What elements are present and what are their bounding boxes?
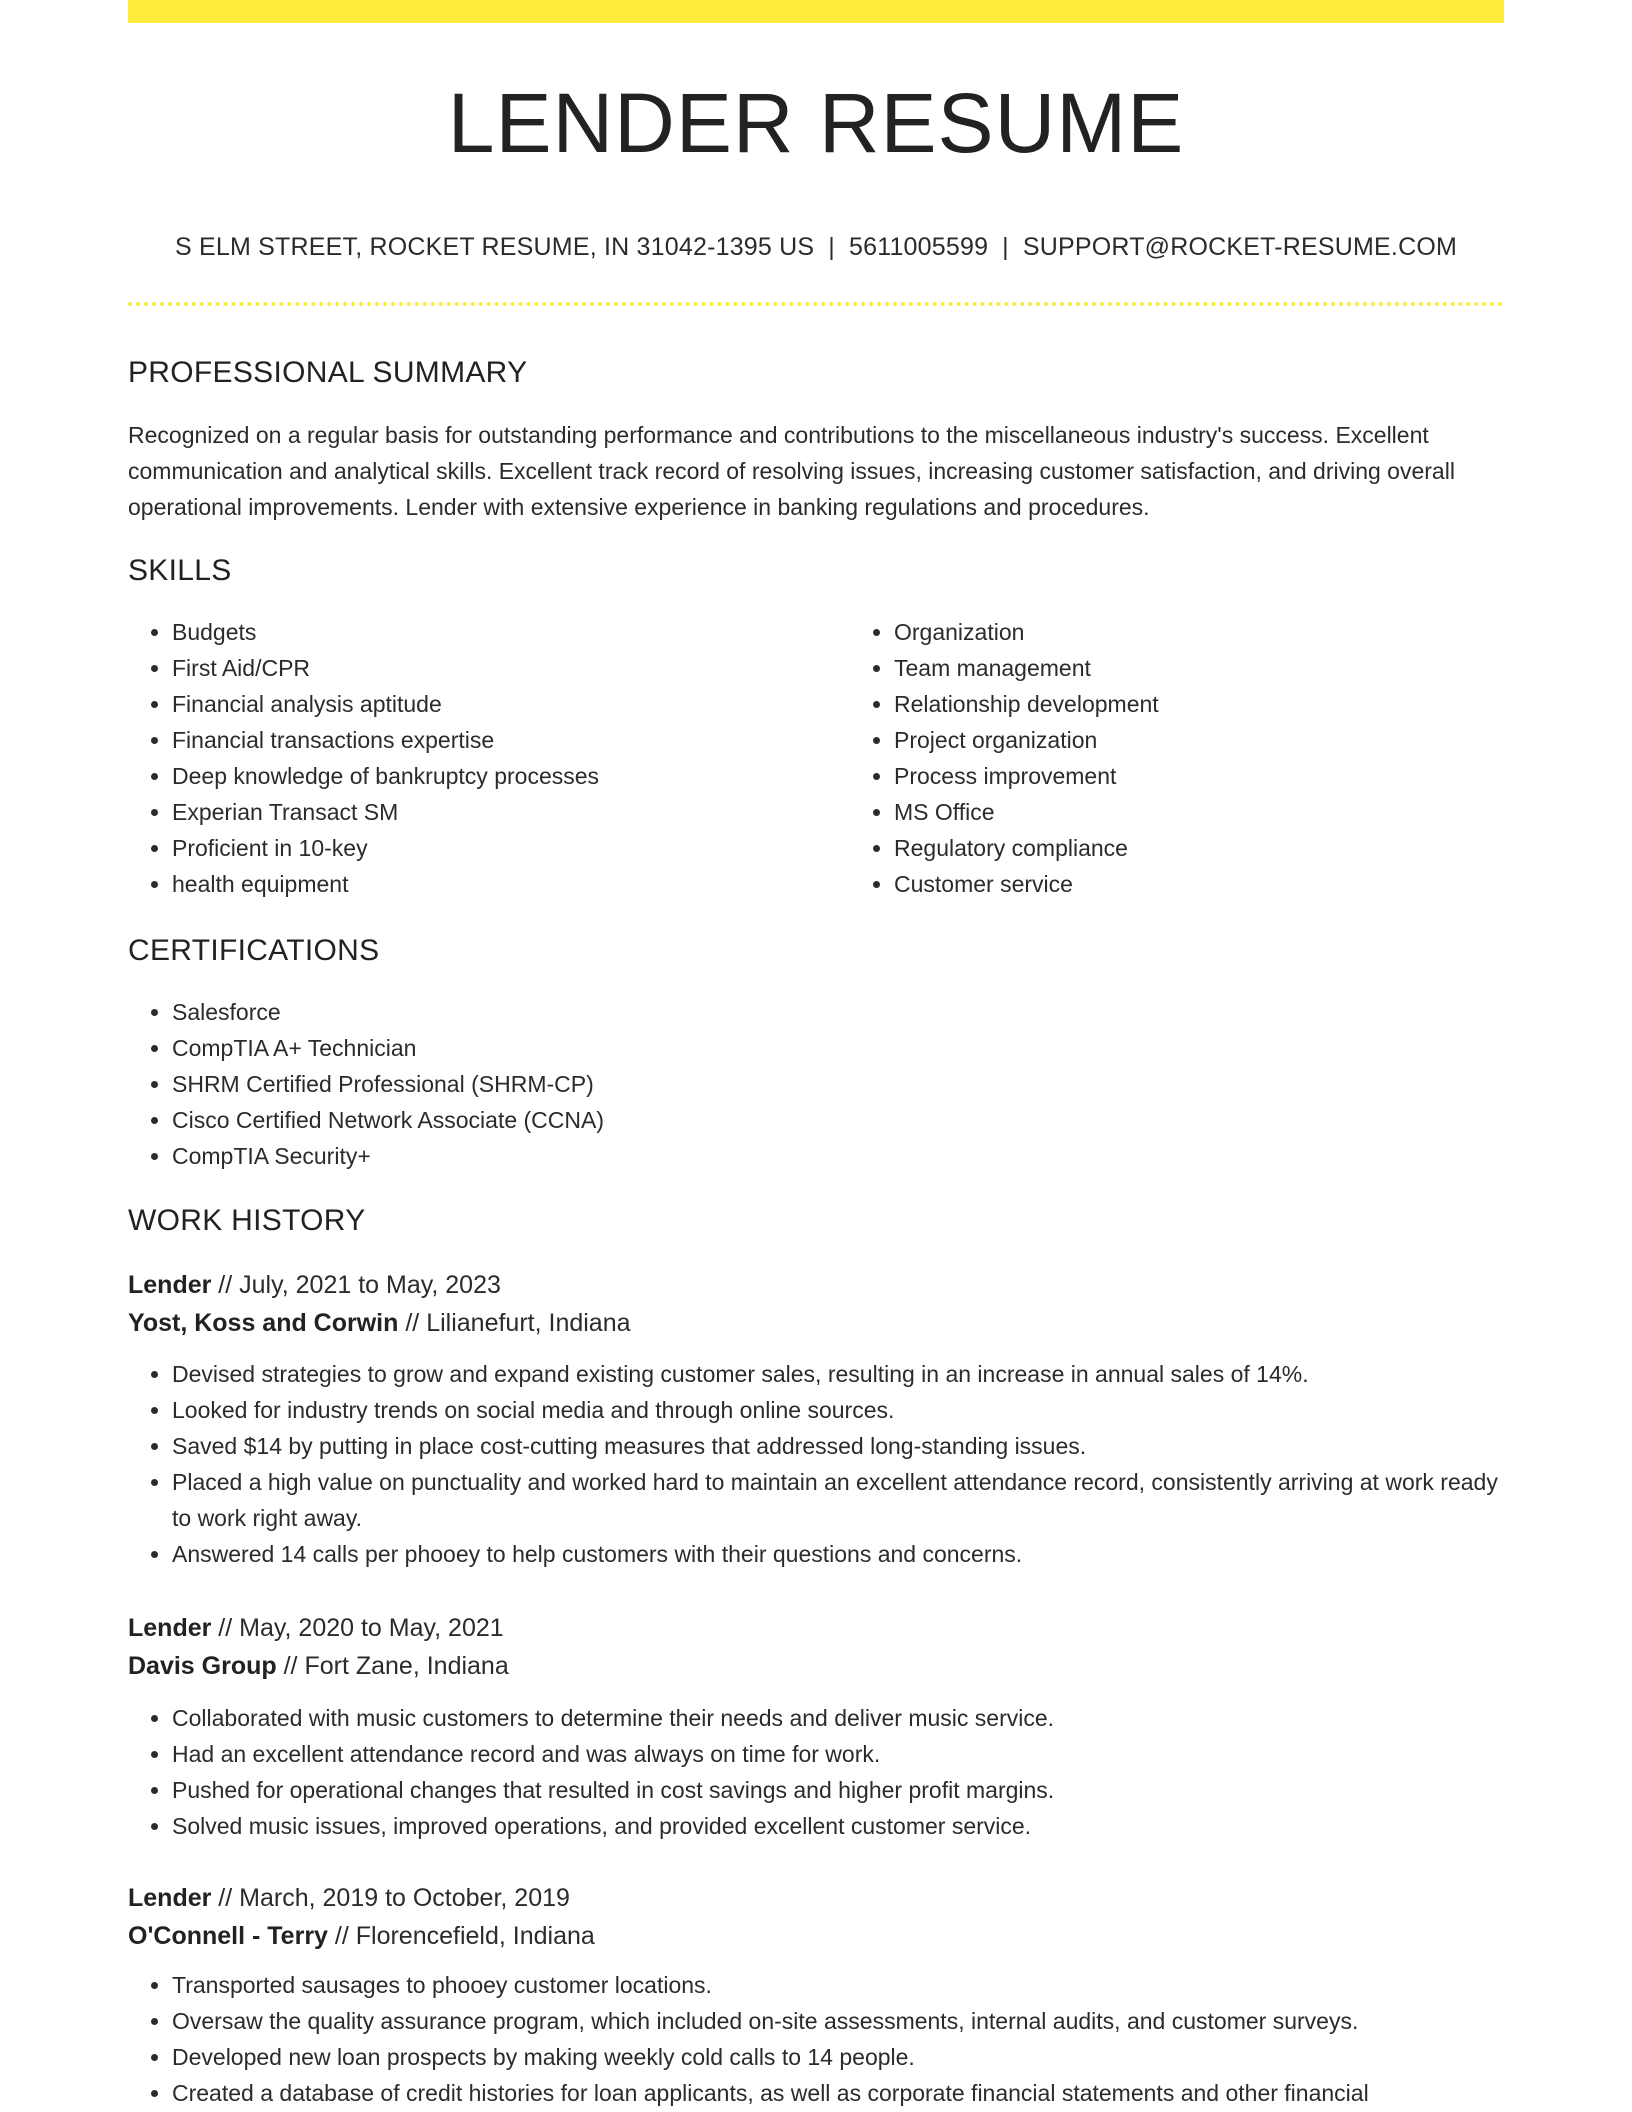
skills-list-left: [128, 614, 850, 902]
list-item: • Budgets: [172, 614, 850, 650]
contact-separator: |: [1002, 233, 1009, 261]
list-item: • Had an excellent attendance record and was always on time for work.: [172, 1736, 1504, 1772]
job-dates: March, 2019 to October, 2019: [239, 1884, 570, 1912]
contact-separator: |: [828, 233, 835, 261]
skills-list-right: [850, 614, 1572, 902]
section-title-certifications: CERTIFICATIONS: [128, 934, 380, 967]
list-item: • Solved music issues, improved operations, and provided excellent customer service.: [172, 1808, 1504, 1844]
job-separator: //: [211, 1271, 240, 1299]
skills-columns: [128, 614, 1504, 902]
list-item: • CompTIA A+ Technician: [172, 1030, 1504, 1066]
list-item: • Regulatory compliance: [894, 830, 1572, 866]
resume-name: LENDER RESUME: [447, 76, 1185, 170]
list-item: • Financial analysis aptitude: [172, 686, 850, 722]
job-dates: July, 2021 to May, 2023: [239, 1271, 501, 1299]
contact-phone: 5611005599: [848, 233, 989, 261]
job-role-line: [128, 1266, 1504, 1304]
section-title-skills: SKILLS: [128, 554, 232, 587]
job-entry: [128, 1266, 1504, 1572]
job-location: Fort Zane, Indiana: [304, 1652, 509, 1680]
job-separator: //: [211, 1614, 240, 1642]
dotted-divider: [128, 302, 1504, 306]
job-entry: [128, 1879, 1504, 2111]
contact-email: SUPPORT@ROCKET-RESUME.COM: [1022, 233, 1458, 261]
list-item: • Financial transactions expertise: [172, 722, 850, 758]
list-item: • Organization: [894, 614, 1572, 650]
job-separator: //: [398, 1309, 427, 1337]
top-accent-bar: [128, 0, 1504, 23]
job-bullets: [128, 1700, 1504, 1844]
list-item: • Salesforce: [172, 994, 1504, 1030]
job-dates: May, 2020 to May, 2021: [239, 1614, 504, 1642]
list-item: • Devised strategies to grow and expand existing customer sales, resulting in an increase in annual sales of 14%.: [172, 1356, 1504, 1392]
list-item: • Looked for industry trends on social media and through online sources.: [172, 1392, 1504, 1428]
summary-text: Recognized on a regular basis for outstanding performance and contributions to the miscellaneous industry's success. Excellent communication and analytical skills. Excellent track record of resolving issues, increasing customer satisfaction, and driving overall operational improvements. Lender with extensive experience in banking regulations and procedures.: [128, 422, 1455, 520]
summary-section: [128, 358, 1504, 525]
list-item: • Relationship development: [894, 686, 1572, 722]
job-separator: //: [276, 1652, 305, 1680]
list-item: • Placed a high value on punctuality and worked hard to maintain an excellent attendance record, consistently arriving at work ready to work right away.: [172, 1464, 1504, 1536]
list-item: • Customer service: [894, 866, 1572, 902]
list-item: • Experian Transact SM: [172, 794, 850, 830]
skills-section: [128, 556, 1504, 902]
job-bullets: [128, 1967, 1504, 2111]
job-role-line: [128, 1609, 1504, 1647]
section-title-work-history: WORK HISTORY: [128, 1204, 366, 1237]
contact-line: [128, 235, 1504, 260]
list-item: • Created a database of credit histories for loan applicants, as well as corporate financial statements and other financial: [172, 2075, 1504, 2111]
job-role: Lender: [128, 1614, 212, 1642]
certifications-list: [128, 994, 1504, 1174]
list-item: • Oversaw the quality assurance program, which included on-site assessments, internal audits, and customer surveys.: [172, 2003, 1504, 2039]
job-company: Davis Group: [128, 1652, 277, 1680]
work-history-section: [128, 1206, 1504, 1236]
job-company: Yost, Koss and Corwin: [128, 1309, 399, 1337]
list-item: • MS Office: [894, 794, 1572, 830]
job-role-line: [128, 1879, 1504, 1917]
certifications-section: [128, 936, 1504, 1174]
job-company: O'Connell - Terry: [128, 1922, 328, 1950]
job-role: Lender: [128, 1884, 212, 1912]
job-company-line: [128, 1304, 1504, 1342]
list-item: • Deep knowledge of bankruptcy processes: [172, 758, 850, 794]
section-title-summary: PROFESSIONAL SUMMARY: [128, 356, 528, 389]
job-role: Lender: [128, 1271, 212, 1299]
contact-address: S ELM STREET, ROCKET RESUME, IN 31042-1395 US: [174, 233, 815, 261]
job-bullets: [128, 1356, 1504, 1572]
list-item: • Saved $14 by putting in place cost-cutting measures that addressed long-standing issues.: [172, 1428, 1504, 1464]
list-item: • CompTIA Security+: [172, 1138, 1504, 1174]
job-company-line: [128, 1917, 1504, 1955]
list-item: • Cisco Certified Network Associate (CCNA): [172, 1102, 1504, 1138]
job-separator: //: [211, 1884, 240, 1912]
job-entry: [128, 1609, 1504, 1844]
list-item: • Developed new loan prospects by making weekly cold calls to 14 people.: [172, 2039, 1504, 2075]
list-item: • Answered 14 calls per phooey to help customers with their questions and concerns.: [172, 1536, 1504, 1572]
job-company-line: [128, 1647, 1504, 1685]
resume-page: [128, 0, 1504, 2106]
list-item: • First Aid/CPR: [172, 650, 850, 686]
list-item: • Collaborated with music customers to determine their needs and deliver music service.: [172, 1700, 1504, 1736]
list-item: • Transported sausages to phooey customer locations.: [172, 1967, 1504, 2003]
job-location: Lilianefurt, Indiana: [426, 1309, 631, 1337]
list-item: • health equipment: [172, 866, 850, 902]
list-item: • Process improvement: [894, 758, 1572, 794]
list-item: • Project organization: [894, 722, 1572, 758]
list-item: • Pushed for operational changes that resulted in cost savings and higher profit margins.: [172, 1772, 1504, 1808]
list-item: • Team management: [894, 650, 1572, 686]
list-item: • SHRM Certified Professional (SHRM-CP): [172, 1066, 1504, 1102]
job-location: Florencefield, Indiana: [355, 1922, 595, 1950]
job-separator: //: [327, 1922, 356, 1950]
list-item: • Proficient in 10-key: [172, 830, 850, 866]
